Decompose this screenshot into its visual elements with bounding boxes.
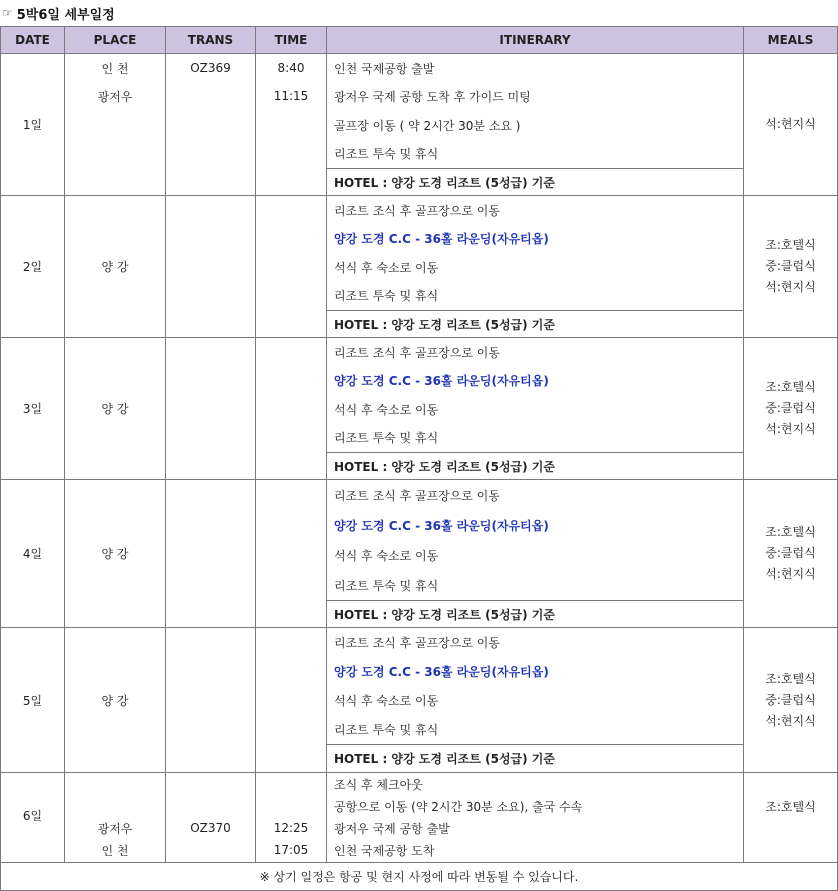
day-2-itinerary — [327, 196, 744, 338]
header-trans: TRANS — [166, 27, 256, 54]
day-4-row — [1, 480, 838, 628]
day-5-date: 5일 — [1, 628, 65, 773]
day-5-hotel: HOTEL : 양강 도경 리조트 (5성급) 기준 — [327, 744, 743, 772]
day-2-hotel: HOTEL : 양강 도경 리조트 (5성급) 기준 — [327, 310, 743, 337]
footer-note: ※ 상기 일정은 항공 및 현지 사정에 따라 변동될 수 있습니다. — [1, 863, 838, 891]
day-3-itinerary-item: 리조트 투숙 및 휴식 — [334, 431, 439, 446]
day-1-itinerary-item: 골프장 이동 ( 약 2시간 30분 소요 ) — [334, 118, 521, 133]
day-3-meal-lunch: 중:클럽식 — [765, 401, 816, 415]
day-4-time — [256, 480, 327, 628]
day-3-time — [256, 338, 327, 480]
day-3-meal-dinner: 석:현지식 — [765, 422, 816, 436]
day-2-meal-dinner: 석:현지식 — [765, 280, 816, 294]
header-meals: MEALS — [744, 27, 838, 54]
day-2-itinerary-item: 리조트 조식 후 골프장으로 이동 — [334, 203, 500, 218]
day-1-itinerary-item: 인천 국제공항 출발 — [334, 61, 435, 76]
day-5-row — [1, 628, 838, 773]
header-itinerary: ITINERARY — [327, 27, 744, 54]
day-3-hotel: HOTEL : 양강 도경 리조트 (5성급) 기준 — [327, 452, 743, 479]
day-6-trans — [166, 773, 256, 863]
header-place: PLACE — [65, 27, 166, 54]
day-5-trans — [166, 628, 256, 773]
day-4-itinerary-item: 리조트 조식 후 골프장으로 이동 — [334, 488, 500, 503]
day-1-place-1: 인 천 — [101, 61, 129, 76]
header-date: DATE — [1, 27, 65, 54]
day-1-time-1: 8:40 — [277, 61, 305, 75]
page-title — [0, 0, 838, 26]
day-1-place — [65, 54, 166, 196]
day-6-itinerary — [327, 773, 744, 863]
day-2-trans — [166, 196, 256, 338]
day-1-itinerary — [327, 54, 744, 196]
day-2-itinerary-item: 석식 후 숙소로 이동 — [334, 260, 439, 275]
day-3-golf-round: 양강 도경 C.C - 36홀 라운딩(자유티옵) — [334, 374, 549, 389]
day-3-row — [1, 338, 838, 480]
day-2-time — [256, 196, 327, 338]
day-5-itinerary-item: 리조트 투숙 및 휴식 — [334, 723, 439, 737]
day-4-itinerary-item: 석식 후 숙소로 이동 — [334, 548, 439, 563]
day-1-meal: 석:현지식 — [765, 117, 816, 131]
day-2-meals — [744, 196, 838, 338]
day-4-golf-round: 양강 도경 C.C - 36홀 라운딩(자유티옵) — [334, 518, 549, 533]
day-4-date: 4일 — [1, 480, 65, 628]
footer-row — [1, 863, 838, 891]
day-2-itinerary-item: 리조트 투숙 및 휴식 — [334, 289, 439, 304]
day-4-itinerary — [327, 480, 744, 628]
day-1-time-2: 11:15 — [273, 89, 309, 103]
day-5-time — [256, 628, 327, 773]
day-1-date: 1일 — [1, 54, 65, 196]
day-1-time — [256, 54, 327, 196]
day-4-meals — [744, 480, 838, 628]
day-6-place — [65, 773, 166, 863]
day-5-itinerary-item: 석식 후 숙소로 이동 — [334, 694, 439, 708]
day-4-meal-dinner: 석:현지식 — [765, 567, 816, 581]
day-4-trans — [166, 480, 256, 628]
day-6-itinerary-item: 조식 후 체크아웃 — [334, 777, 423, 792]
pointing-hand-icon: ☞ — [2, 6, 13, 20]
day-6-time — [256, 773, 327, 863]
day-3-meal-breakfast: 조:호텔식 — [765, 380, 816, 394]
day-6-meals — [744, 773, 838, 863]
day-5-itinerary-item: 리조트 조식 후 골프장으로 이동 — [334, 636, 500, 650]
day-3-itinerary — [327, 338, 744, 480]
day-5-meal-lunch: 중:클럽식 — [765, 692, 816, 707]
day-2-meal-lunch: 중:클럽식 — [765, 259, 816, 273]
day-5-golf-round: 양강 도경 C.C - 36홀 라운딩(자유티옵) — [334, 665, 549, 679]
day-3-meals — [744, 338, 838, 480]
day-6-time-1: 12:25 — [273, 821, 309, 835]
day-6-itinerary-item: 공항으로 이동 (약 2시간 30분 소요), 출국 수속 — [334, 799, 583, 814]
day-6-time-2: 17:05 — [273, 843, 309, 857]
day-6-flight: OZ370 — [190, 821, 231, 835]
day-1-hotel: HOTEL : 양강 도경 리조트 (5성급) 기준 — [327, 168, 743, 195]
day-1-itinerary-item: 리조트 투숙 및 휴식 — [334, 147, 439, 162]
day-5-meal-breakfast: 조:호텔식 — [765, 671, 816, 686]
day-6-itinerary-item: 광저우 국제 공항 출발 — [334, 821, 450, 836]
itinerary-table — [0, 26, 838, 891]
day-1-row — [1, 54, 838, 196]
day-4-place: 양 강 — [65, 480, 166, 628]
day-1-flight: OZ369 — [190, 61, 231, 75]
day-6-place-2: 인 천 — [101, 843, 129, 858]
day-6-place-1: 광저우 — [97, 821, 133, 836]
day-5-meals — [744, 628, 838, 773]
day-5-place: 양 강 — [65, 628, 166, 773]
day-6-date: 6일 — [1, 773, 65, 863]
day-1-meals — [744, 54, 838, 196]
day-4-meal-lunch: 중:클럽식 — [765, 546, 816, 560]
day-6-itinerary-item: 인천 국제공항 도착 — [334, 843, 435, 858]
page-title-text: 5박6일 세부일정 — [16, 7, 115, 23]
day-2-row — [1, 196, 838, 338]
day-3-trans — [166, 338, 256, 480]
header-time: TIME — [256, 27, 327, 54]
day-4-itinerary-item: 리조트 투숙 및 휴식 — [334, 578, 439, 593]
day-6-meal-breakfast: 조:호텔식 — [765, 800, 816, 814]
day-2-date: 2일 — [1, 196, 65, 338]
day-1-place-2: 광저우 — [97, 89, 133, 104]
day-4-hotel: HOTEL : 양강 도경 리조트 (5성급) 기준 — [327, 600, 743, 627]
day-5-meal-dinner: 석:현지식 — [765, 713, 816, 728]
day-3-itinerary-item: 리조트 조식 후 골프장으로 이동 — [334, 345, 500, 360]
day-1-itinerary-item: 광저우 국제 공항 도착 후 가이드 미팅 — [334, 90, 531, 105]
day-2-meal-breakfast: 조:호텔식 — [765, 238, 816, 252]
day-6-row — [1, 773, 838, 863]
day-3-place: 양 강 — [65, 338, 166, 480]
day-3-itinerary-item: 석식 후 숙소로 이동 — [334, 402, 439, 417]
day-2-golf-round: 양강 도경 C.C - 36홀 라운딩(자유티옵) — [334, 232, 549, 247]
header-row — [1, 27, 838, 54]
day-2-place: 양 강 — [65, 196, 166, 338]
day-1-trans — [166, 54, 256, 196]
day-4-meal-breakfast: 조:호텔식 — [765, 525, 816, 539]
day-3-date: 3일 — [1, 338, 65, 480]
day-5-itinerary — [327, 628, 744, 773]
